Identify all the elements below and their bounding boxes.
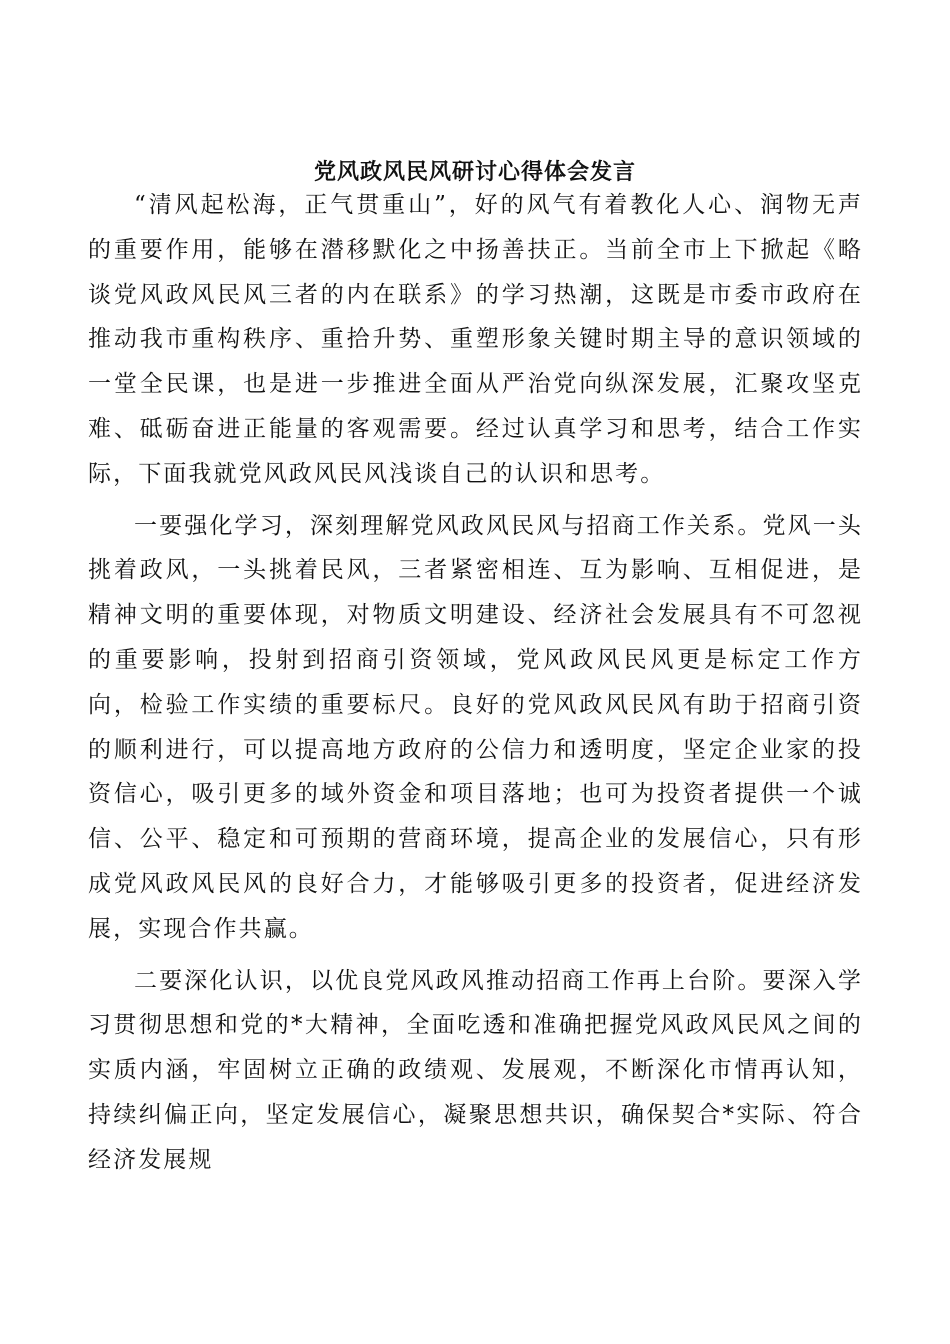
paragraph-intro: “清风起松海，正气贯重山”，好的风气有着教化人心、润物无声的重要作用，能够在潜移默化之中扬善扶正。当前全市上下掀起《略谈党风政风民风三者的内在联系》的学习热潮，这既是市委市政府在推动我市重构秩序、重拾升势、重塑形象关键时期主导的意识领域的一堂全民课，也是进一步推进全面从严治党向纵深发展，汇聚攻坚克难、砥砺奋进正能量的客观需要。经过认真学习和思考，结合工作实际，下面我就党风政风民风浅谈自己的认识和思考。 <box>88 192 863 487</box>
paragraph-point-two: 二要深化认识，以优良党风政风推动招商工作再上台阶。要深入学习贯彻思想和党的*大精神，全面吃透和准确把握党风政风民风之间的实质内涵，牢固树立正确的政绩观、发展观，不断深化市情再认知，持续纠偏正向，坚定发展信心，凝聚思想共识，确保契合*实际、符合经济发展规 <box>88 967 863 1173</box>
document-title: 党风政风民风研讨心得体会发言 <box>313 158 636 185</box>
paragraph-point-one: 一要强化学习，深刻理解党风政风民风与招商工作关系。党风一头挑着政风，一头挑着民风，三者紧密相连、互为影响、互相促进，是精神文明的重要体现，对物质文明建设、经济社会发展具有不可忽视的重要影响，投射到招商引资领域，党风政风民风更是标定工作方向，检验工作实绩的重要标尺。良好的党风政风民风有助于招商引资的顺利进行，可以提高地方政府的公信力和透明度，坚定企业家的投资信心，吸引更多的域外资金和项目落地；也可为投资者提供一个诚信、公平、稳定和可预期的营商环境，提高企业的发展信心，只有形成党风政风民风的良好合力，才能够吸引更多的投资者，促进经济发展，实现合作共赢。 <box>88 512 863 942</box>
document-body <box>88 183 863 1183</box>
